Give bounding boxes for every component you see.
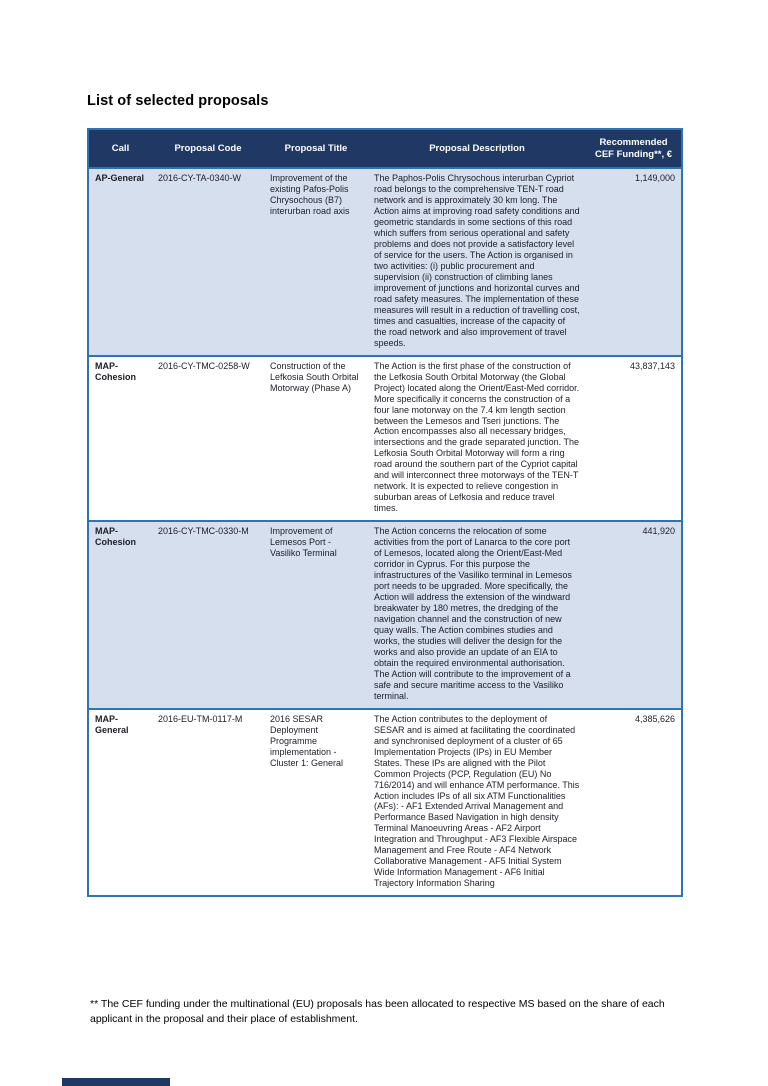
table-row bbox=[88, 168, 682, 356]
cell-proposal-description: The Action concerns the relocation of some activities from the port of Lanarca to the core port of Lemesos, located along the Orient/East-Med corridor in Cyprus. For this purpose the infrastructures of the Vasiliko terminal in Lemesos port needs to be upgraded. More specifically, the Action will address the extension of the windward breakwater by 180 metres, the dredging of the navigation channel and the construction of new quay walls. The Action combines studies and works, the studies will deliver the design for the works and also provide an update of an EIA to obtain the required environmental authorisation. The Action will contribute to the improvement of a safe and secure maritime access to the Vasiliko terminal. bbox=[368, 521, 586, 709]
cell-call: MAP-General bbox=[88, 709, 152, 897]
cell-call: MAP-Cohesion bbox=[88, 356, 152, 522]
cell-call: MAP-Cohesion bbox=[88, 521, 152, 709]
cell-recommended-funding: 1,149,000 bbox=[586, 168, 682, 356]
cell-proposal-description: The Paphos-Polis Chrysochous interurban Cypriot road belongs to the comprehensive TEN-T road network and is approximately 30 km long. The Action aims at improving road safety conditions and geometric standards in some sections of this road which suffers from serious operational and safety problems and does not provide a satisfactory level of service for the users. The Action is organised in two activities: (i) public procurement and supervision (ii) construction of climbing lanes improvement of junctions and horizontal curves and road safety measures. The implementation of these measures will result in a reduction of travelling cost, times and casualties, increase of the capacity of the road network and also improvement of travel speeds. bbox=[368, 168, 586, 356]
cell-proposal-code: 2016-CY-TMC-0258-W bbox=[152, 356, 264, 522]
cef-funding-footnote: ** The CEF funding under the multinational (EU) proposals has been allocated to respective MS based on the share of each applicant in the proposal and their place of establishment. bbox=[90, 998, 665, 1026]
cell-recommended-funding: 43,837,143 bbox=[586, 356, 682, 522]
cell-proposal-title: Improvement of the existing Pafos-Polis Chrysochous (B7) interurban road axis bbox=[264, 168, 368, 356]
column-header-proposal-code: Proposal Code bbox=[152, 129, 264, 168]
cell-proposal-title: Improvement of Lemesos Port - Vasiliko Terminal bbox=[264, 521, 368, 709]
column-header-call: Call bbox=[88, 129, 152, 168]
cell-proposal-code: 2016-CY-TMC-0330-M bbox=[152, 521, 264, 709]
table-row bbox=[88, 521, 682, 709]
page-title: List of selected proposals bbox=[87, 93, 269, 109]
cell-proposal-description: The Action contributes to the deployment of SESAR and is aimed at facilitating the coordinated and synchronised deployment of a cluster of 65 Implementation Projects (IPs) in EU Member States. These IPs are aligned with the Pilot Common Projects (PCP, Regulation (EU) No 716/2014) and will enhance ATM performance. This Action includes IPs of all six ATM Functionalities (AFs): - AF1 Extended Arrival Management and Performance Based Navigation in high density Terminal Manoeuvring Areas - AF2 Airport Integration and Throughput - AF3 Flexible Airspace Management and Free Route - AF4 Network Collaborative Management - AF5 Initial System Wide Information Management - AF6 Initial Trajectory Information Sharing bbox=[368, 709, 586, 897]
cell-proposal-title: Construction of the Lefkosia South Orbital Motorway (Phase A) bbox=[264, 356, 368, 522]
proposals-table bbox=[87, 128, 683, 897]
cell-recommended-funding: 441,920 bbox=[586, 521, 682, 709]
column-header-proposal-title: Proposal Title bbox=[264, 129, 368, 168]
cell-proposal-title: 2016 SESAR Deployment Programme implementation - Cluster 1: General bbox=[264, 709, 368, 897]
column-header-recommended-funding: Recommended CEF Funding**, € bbox=[586, 129, 682, 168]
next-page-header-edge bbox=[62, 1078, 170, 1086]
cell-proposal-code: 2016-CY-TA-0340-W bbox=[152, 168, 264, 356]
cell-proposal-code: 2016-EU-TM-0117-M bbox=[152, 709, 264, 897]
table-row bbox=[88, 356, 682, 522]
table-row bbox=[88, 709, 682, 897]
cell-proposal-description: The Action is the first phase of the construction of the Lefkosia South Orbital Motorway (the Global Project) located along the Orient/East-Med corridor. More specifically it concerns the construction of a four lane motorway on the 7.4 km length section between the Lemesos and Tseri junctions. The Action encompasses also all necessary bridges, intersections and the grade separated junction. The Lefkosia South Orbital Motorway will form a ring road around the southern part of the Cypriot capital and will interconnect three motorways of the TEN-T network. It is expected to relieve congestion in suburban areas of Lefkosia and reduce travel times. bbox=[368, 356, 586, 522]
table-header bbox=[88, 129, 682, 168]
table-body bbox=[88, 168, 682, 896]
cell-recommended-funding: 4,385,626 bbox=[586, 709, 682, 897]
cell-call: AP-General bbox=[88, 168, 152, 356]
column-header-proposal-description: Proposal Description bbox=[368, 129, 586, 168]
